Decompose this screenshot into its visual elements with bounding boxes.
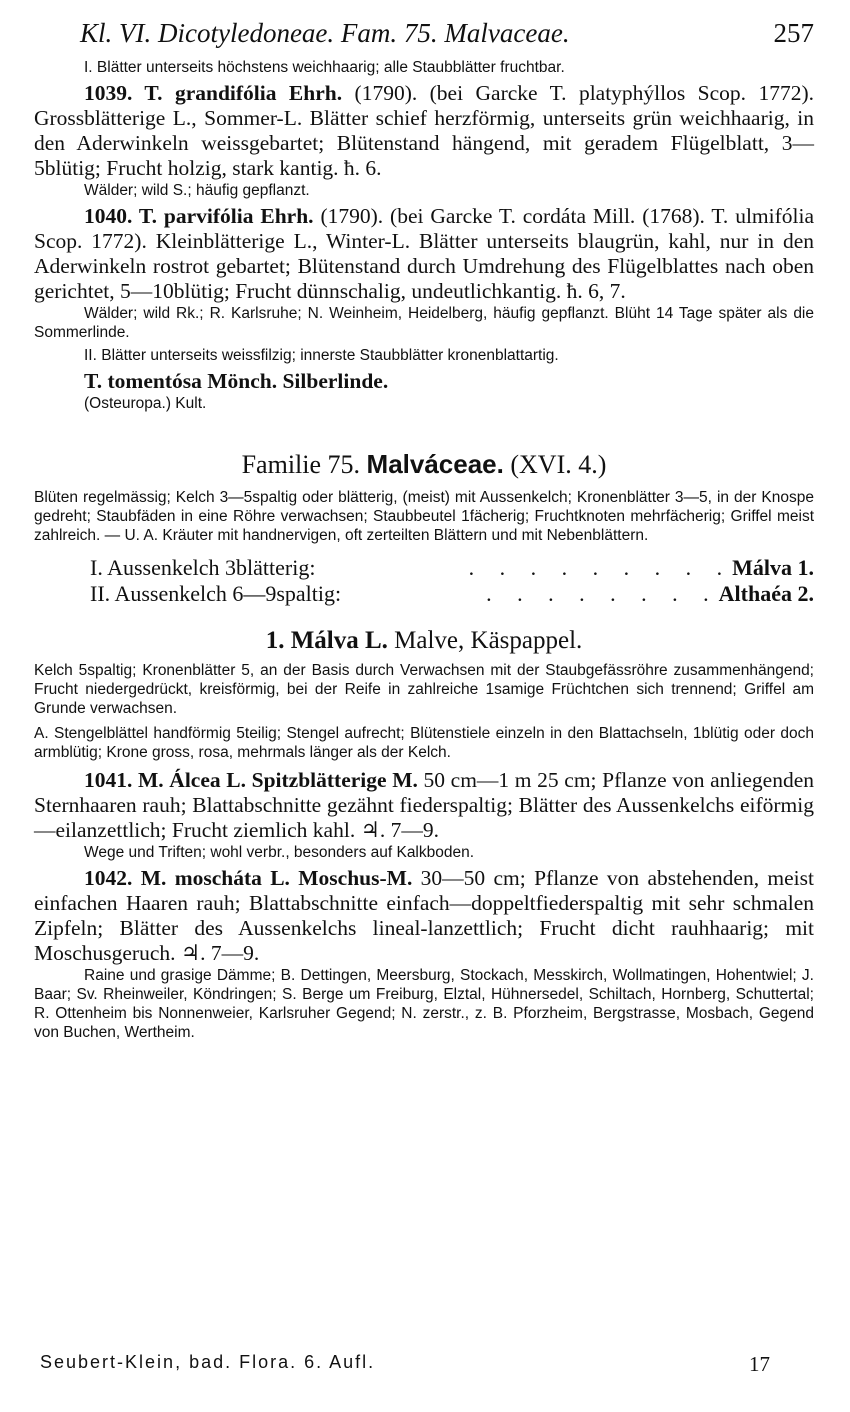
species-1042-text: 30—50 cm; Pflanze von abstehenden, meist einfachen Haaren rauh; Blattabschnitte einfach—doppeltfiederspaltig mit sehr schmalen Zipfeln; Blätter des Aussenkelchs lineal-lanzettlich; Frucht dicht rauhhaarig; mit Moschusgeruch. ♃. 7—9.: [34, 866, 814, 965]
family-key: [34, 555, 814, 607]
key-group-A: A. Stengelblättel handförmig 5teilig; Stengel aufrecht; Blütenstiele einzeln in den Blattachseln, 1blütig oder doch armblütig; Krone gross, rosa, mehrmals länger als der Kelch.: [34, 725, 814, 761]
species-1039: [34, 81, 814, 181]
key-dots: . . . . . . . . .: [468, 555, 733, 580]
species-1042-name: 1042. M. moscháta L. Moschus-M.: [84, 866, 413, 890]
key-group-II: II. Blätter unterseits weissfilzig; innerste Staubblätter kronenblattartig.: [84, 347, 559, 364]
species-1039-name: 1039. T. grandifólia Ehrh.: [84, 81, 343, 105]
footer-source: Seubert-Klein, bad. Flora. 6. Aufl.: [40, 1352, 376, 1372]
species-1040: [34, 204, 814, 304]
family-class: (XVI. 4.): [510, 450, 607, 479]
key-dots: . . . . . . . .: [486, 581, 719, 606]
species-1040-habitat: Wälder; wild Rk.; R. Karlsruhe; N. Weinheim, Heidelberg, häufig gepflanzt. Blüht 14 Tage später als die Sommerlinde.: [34, 305, 814, 341]
genus-name: 1. Málva L.: [265, 627, 388, 654]
family-key-row: [34, 555, 814, 581]
species-1039-habitat: Wälder; wild S.; häufig gepflanzt.: [84, 182, 310, 199]
genus-description: Kelch 5spaltig; Kronenblätter 5, an der Basis durch Verwachsen mit der Staubgefässröhre zusammenhängend; Frucht niedergedrückt, kreisförmig, bei der Reife in zahlreiche 1samige Früchtchen sich trennend; Griffel am Grunde verwachsen.: [34, 662, 814, 717]
species-1039-text: (1790). (bei Garcke T. platyphýllos Scop. 1772). Grossblätterige L., Sommer-L. Blätter schief herzförmig, unterseits grün weichhaarig, in den Aderwinkeln weissgebartet; Blütenstand hängend, mit geradem Flügelblatt, 3—5blütig; Frucht holzig, stark kantig. ħ. 6.: [34, 81, 815, 180]
species-tomentosa-note: (Osteuropa.) Kult.: [84, 395, 207, 412]
page-footer: [40, 1352, 770, 1377]
species-1040-text: (1790). (bei Garcke T. cordáta Mill. (1768). T. ulmifólia Scop. 1772). Kleinblätterige L., Winter-L. Blätter unterseits blaugrün, kahl, nur in den Aderwinkeln rostrot gebartet; Blütenstand durch Umdrehung des Flügelblattes nach oben gerichtet, 5—10blütig; Frucht dünnschalig, undeutlichkantig. ħ. 6, 7.: [34, 204, 815, 303]
family-heading: [34, 447, 814, 482]
species-1041-name: 1041. M. Álcea L. Spitzblätterige M.: [84, 768, 418, 792]
genus-common-name: Malve, Käspappel.: [394, 627, 583, 654]
key-lead: II. Aussenkelch 6—9spaltig:: [90, 581, 342, 606]
running-head: [34, 14, 814, 52]
genus-heading: [34, 625, 814, 657]
family-description: Blüten regelmässig; Kelch 3—5spaltig oder blätterig, (meist) mit Aussenkelch; Kronenblätter 3—5, in der Knospe gedreht; Staubfäden in eine Röhre verwachsen; Staubbeutel 1fächerig; Fruchtknoten mehrfächerig; Griffel meist zahlreich. — U. A. Kräuter mit handnervigen, oft zerteilten Blättern und mit Nebenblättern.: [34, 489, 814, 544]
page: [34, 14, 814, 1042]
species-tomentosa-name: T. tomentósa Mönch. Silberlinde.: [84, 369, 389, 393]
footer-sheet-number: 17: [749, 1352, 770, 1376]
species-1041: [34, 768, 814, 843]
species-1041-text: 50 cm—1 m 25 cm; Pflanze von anliegenden Sternhaaren rauh; Blattabschnitte gezähnt fiederspaltig; Blätter des Aussenkelchs eiförmig—eilanzettlich; Frucht ziemlich kahl. ♃. 7—9.: [34, 768, 815, 842]
key-lead: I. Aussenkelch 3blätterig:: [90, 555, 316, 580]
species-1040-name: 1040. T. parvifólia Ehrh.: [84, 204, 314, 228]
species-1041-habitat: Wege und Triften; wohl verbr., besonders auf Kalkboden.: [84, 844, 475, 861]
running-head-title: Kl. VI. Dicotyledoneae. Fam. 75. Malvaceae.: [80, 18, 570, 48]
family-key-row: [34, 581, 814, 607]
key-result: Málva 1.: [732, 555, 814, 580]
family-name: Malváceae.: [366, 449, 504, 479]
page-number: 257: [773, 18, 814, 48]
species-1042: [34, 866, 814, 966]
family-prefix: Familie 75.: [241, 450, 361, 479]
key-result: Althaéa 2.: [718, 581, 814, 606]
key-group-I: I. Blätter unterseits höchstens weichhaarig; alle Staubblätter fruchtbar.: [84, 59, 565, 76]
species-1042-habitat: Raine und grasige Dämme; B. Dettingen, Meersburg, Stockach, Messkirch, Wollmatingen, Hohentwiel; J. Baar; Sv. Rheinweiler, Köndringen; S. Berge um Freiburg, Elztal, Hühnersedel, Schiltach, Hornberg, Schuttertal; R. Ottenheim bis Nonnenweier, Karlsruher Gegend; N. zerstr., z. B. Pforzheim, Bergstrasse, Mosbach, Gegend von Buchen, Wertheim.: [34, 967, 814, 1041]
